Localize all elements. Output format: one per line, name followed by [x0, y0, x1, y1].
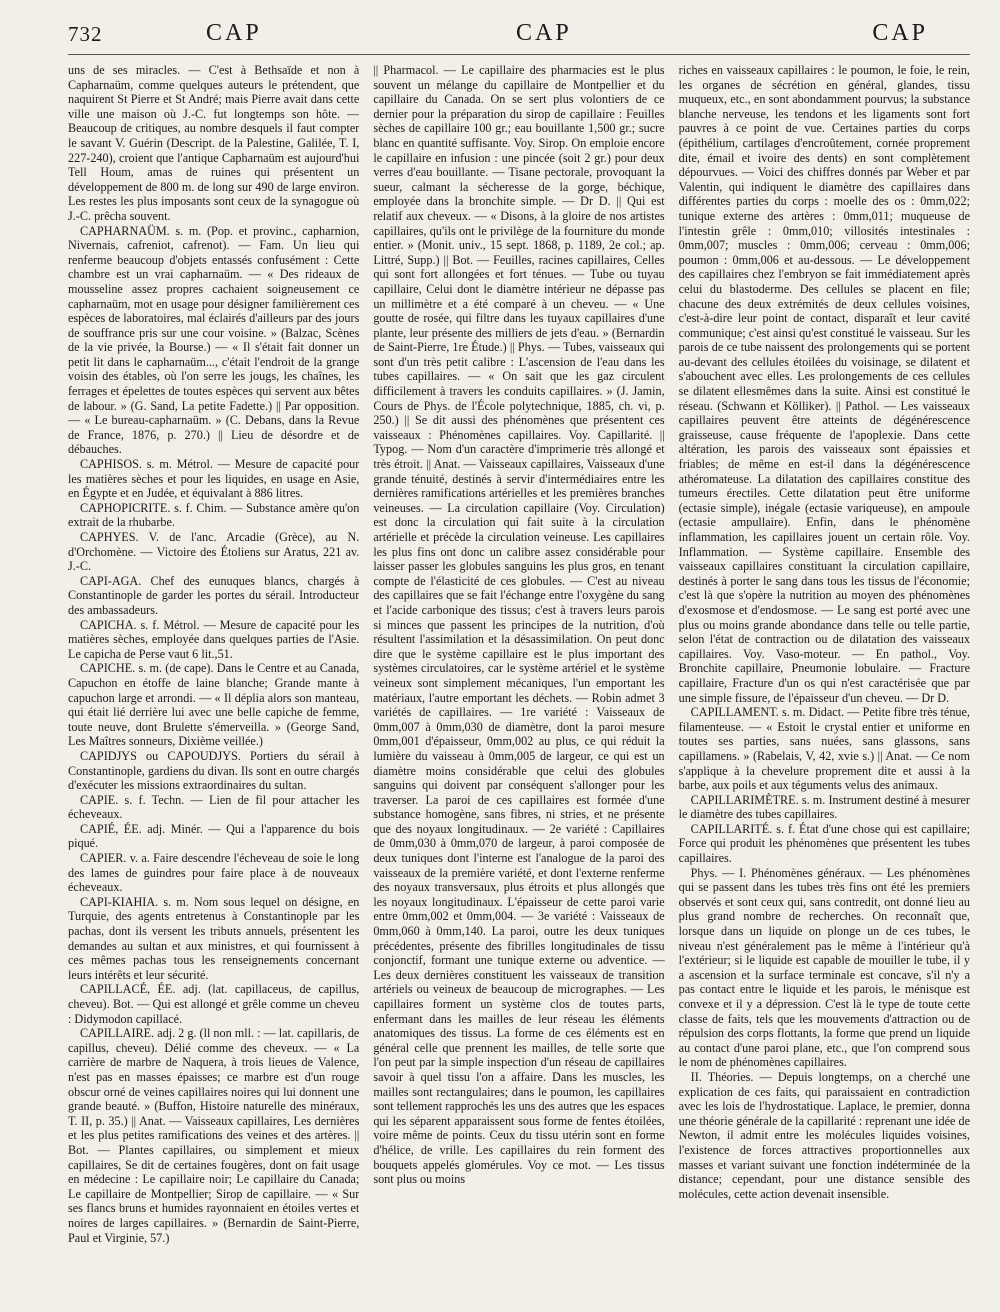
page-header	[68, 18, 970, 55]
entry-paragraph: CAPIE. s. f. Techn. — Lien de fil pour attacher les écheveaux.	[68, 792, 360, 822]
entry-paragraph: II. Théories. — Depuis longtemps, on a cherché une explication de ces faits, qui paraissaient en contradiction avec les lois de l'hydrostatique. Laplace, le premier, donna une théorie générale de la capillarité : reprenant une idée de Newton, il admit entre les molécules liquides voisines, l'existence de forces attractives proportionnelles aux masses et variant suivant une fonction indéterminée de la distance; cependant, pour une distance sensible des molécules, cette action devenait insensible.	[678, 1069, 970, 1201]
entry-paragraph: || Pharmacol. — Le capillaire des pharmacies est le plus souvent un mélange du capillaire de Montpellier et du capillaire du Canada. On se sert plus volontiers de ce dernier pour la préparation du sirop de capillaire : Feuilles sèches de capillaire 100 gr.; eau bouillante 1,500 gr.; sucre blanc en quantité suffisante. Voy. Sirop. On emploie encore le capillaire en infusion : une pincée (soit 2 gr.) pour deux verres d'eau bouillante. — Tisane pectorale, provoquant la sueur, calmant la sécheresse de la gorge, béchique, employée dans la bronchite simple. — Dr D. || Qui est relatif aux cheveux. — « Disons, à la gloire de nos artistes capillaires, qu'ils ont le privilège de la fourniture du monde entier. » (Monit. univ., 15 sept. 1868, p. 1189, 2e col.; ap. Littré, Supp.) || Bot. — Feuilles, racines capillaires, Celles qui sont fort allongées et fort ténues. — Tube ou tuyau capillaire, Celui dont le diamètre intérieur ne dépasse pas un millimètre et a été comparé à un cheveu. — « Une goutte de rosée, qui filtre dans les tuyaux capillaires d'une plante, leur présente des milliers de jets d'eau. » (Bernardin de Saint-Pierre, 1re Étude.) || Phys. — Tubes, vaisseaux qui sont d'un très petit calibre : L'ascension de l'eau dans les tubes capillaires. — « On sait que les gaz circulent difficilement à travers les conduits capillaires. » (J. Jamin, Cours de Phys. de l'École polytechnique, 1885, ch. vi, p. 250.) || Se dit aussi des phénomènes que présentent ces vaisseaux : Phénomènes capillaires. Voy. Capillarité. || Typog. — Nom d'un caractère d'imprimerie très allongé et très étroit. || Anat. — Vaisseaux capillaires, Vaisseaux d'une grande ténuité, destinés à servir d'intermédiaires entre les dernières ramifications artérielles et les premières branches veineuses. — La circulation capillaire (Voy. Circulation) est donc la circulation qui fait suite à la circulation artérielle et précède la circulation veineuse. Les capillaires les plus fins ont donc un calibre assez considérable pour laisser passer les globules sanguins les plus gros, en tenant compte de l'élasticité de ces globules. — C'est au niveau des capillaires que se fait l'échange entre l'oxygène du sang et l'acide carbonique des tissus; c'est à travers leurs parois si minces que passent les principes de la nutrition, d'où résultent l'assimilation et la désassimilation. On peut donc dire que le système capillaire est le plus important des systèmes circulatoires, car le système artériel et le système veineux sont simplement mécaniques, l'un emportant les matériaux, l'autre emportant les déchets. — Robin admet 3 variétés de capillaires. — 1re variété : Vaisseaux de 0mm,007 à 0mm,030 de diamètre, dont la paroi mesure 0mm,001 d'épaisseur, 0mm,002 au plus, ce qui réduit la lumière du vaisseau à 0mm,005 de largeur, ce qui est un diamètre moins considérable que celui des globules sanguins qui doivent par conséquent s'allonger pour les traverser. La paroi de ces capillaires est formée d'une substance homogène, sans fibres, ni stries, et ne présente que des noyaux longitudinaux. — 2e variété : Capillaires de 0mm,030 à 0mm,070 de largeur, à paroi composée de deux tuniques dont l'interne est l'analogue de la paroi des vaisseaux de la première variété, et dont l'externe renferme des noyaux transversaux, plus étroits et plus allongés que les noyaux longitudinaux. L'épaisseur de cette paroi varie entre 0mm,002 et 0mm,004. — 3e variété : Vaisseaux de 0mm,060 à 0mm,140. La paroi, outre les deux tuniques précédentes, présente des fibrilles longitudinales de tissu conjonctif, formant une tunique externe ou adventice. — Les deux dernières constituent les vaisseaux de transition artériels ou veineux de beaucoup de micrographes. — Les capillaires forment un système clos de toutes parts, enfermant dans les mailles de leur réseau les éléments anatomiques des tissus. La forme de ces éléments est en général celle que prennent les mailles, de telle sorte que l'on peut par la simple inspection d'un réseau de capillaires savoir à quel tissu l'on a affaire. Dans les muscles, les mailles sont rectangulaires; dans le poumon, les capillaires sont tellement rapprochés les uns des autres que les espaces qui les séparent apparaissent sous forme de fentes étoilées, voire même de points. Ceux du tissu utérin sont en forme d'hélice, de vrille. Les capillaires du rein forment des bouquets appelés glomérules. Voy ce mot. — Les tissus sont plus ou moins	[373, 63, 665, 1187]
entry-paragraph: CAPHARNAÜM. s. m. (Pop. et provinc., capharnion, Nivernais, cafreniot, cafrenot). — Fam. Un lieu qui renferme beaucoup d'objets entassés confusément : Cette chambre est un vrai capharnaüm. — « Des rideaux de mousseline assez propres cachaient soigneusement ce capharnaüm, mot en usage pour désigner familièrement ces espèces de laboratoires, mal éclairés d'ailleurs par des jours de souffrance pris sur une cour voisine. » (Balzac, Scènes de la vie privée, la Bourse.) — « Il s'était fait donner un petit lit dans le capharnaüm..., c'était l'endroit de la grange voisin des étables, où l'on serre les jougs, les chaînes, les ferrages et épelettes de toutes espèces qui servent aux bêtes de labour. » (G. Sand, La petite Fadette.) || Par opposition. — « Le bureau-capharnaüm. » (C. Debans, dans la Revue de France, 1876, p. 270.) || Lieu de désordre et de débauches.	[68, 223, 360, 457]
entry-paragraph: riches en vaisseaux capillaires : le poumon, le foie, le rein, les organes de sécrétion en général, glandes, tissu muqueux, etc., en sont abondamment pourvus; la substance blanche nerveuse, les tendons et les ligaments sont fort pauvres à ce point de vue. Certaines parties du corps (épithélium, cartilages d'encroûtement, cornée proprement dite, émail et ivoire des dents) en sont complètement dépourvues. — Voici des chiffres donnés par Weber et par Valentin, qui indiquent le diamètre des capillaires dans différentes parties du corps : moelle des os : 0mm,022; tunique externe des artères : 0mm,011; muqueuse de l'intestin grêle : 0mm,010; villosités intestinales : 0mm,007; muscles : 0mm,006; cerveau : 0mm,006; poumon : 0mm,006 et au-dessous. — Le développement des capillaires chez l'embryon se fait immédiatement après celui du blastoderme. Des cellules se placent en file; chacune des deux extrémités de deux cellules voisines, c'est-à-dire leur point de contact, disparaît et leur cavité communique; c'est ainsi qu'est constitué le vaisseau. Sur les parois de ce tube naissent des prolongements qui se portent au-devant des cellules étoilées du voisinage, se dilatent et s'abouchent avec elles. Les prolongements de ces cellules se dilatent ellesmêmes dans la suite. Ainsi est constitué le réseau. (Schwann et Kölliker). || Pathol. — Les vaisseaux capillaires peuvent être atteints de dégénérescence graisseuse, cause fréquente de l'apoplexie. Dans cette altération, les parois des vaisseaux sont épaissies et friables; de même en est-il dans la dégénérescence athéromateuse. La dilatation des capillaires constitue des tumeurs érectiles. Cette dilatation peut être uniforme (ectasie simple), inégale (ectasie variqueuse), en ampoule (ectasie ampullaire). Enfin, dans le phénomène inflammation, les capillaires jouent un certain rôle. Voy. Inflammation. — Système capillaire. Ensemble des vaisseaux capillaires constituant la circulation capillaire, destinés à porter le sang dans tous les tissus de l'économie; c'est là que s'opère la nutrition au moyen des phénomènes d'exosmose et d'endosmose. — Le sang est porté avec une plus ou moins grande abondance dans telle ou telle partie, selon l'état de contraction ou de dilatation des vaisseaux capillaires. Voy. Vaso-moteur. — En pathol., Voy. Bronchite capillaire, Pneumonie lobulaire. — Fracture capillaire, Fracture d'un os qui n'est caractérisée que par une simple fissure, de l'épaisseur d'un cheveu. — Dr D.	[678, 63, 970, 705]
entry-paragraph: CAPI-KIAHIA. s. m. Nom sous lequel on désigne, en Turquie, des agents entretenus à Constantinople par les pachas, dont ils versent les tributs annuels, présentent les demandes au sultan et aux ministres, et qui fournissent à ces mêmes pachas tous les renseignements concernant leurs intérêts et leur sécurité.	[68, 894, 360, 982]
entry-paragraph: CAPILLAIRE. adj. 2 g. (ll non mll. : — lat. capillaris, de capillus, cheveu). Délié comme des cheveux. — « La carrière de marbre de Naquera, à trois lieues de Valence, n'est pas en masses épaisses; ce marbre est d'un rouge obscur orné de veines capillaires noires qui lui donnent une grande beauté. » (Buffon, Histoire naturelle des minéraux, T. II, p. 35.) || Anat. — Vaisseaux capillaires, Les dernières et les plus petites ramifications des veines et des artères. || Bot. — Plantes capillaires, ou simplement et mieux capillaires, Se dit de certaines fougères, dont on fait usage en médecine : Le capillaire noir; Le capillaire du Canada; Le capillaire de Montpellier; Sirop de capillaire. — « Sur ses flancs bruns et humides rayonnaient en étoiles vertes et noires de larges capillaires. » (Bernardin de Saint-Pierre, Paul et Virginie, 57.)	[68, 1026, 360, 1245]
entry-paragraph: Phys. — I. Phénomènes généraux. — Les phénomènes qui se passent dans les tubes très fins ont été les premiers observés et sont ceux qui, sans contredit, ont donné lieu au plus grand nombre de recherches. On reconnaît que, lorsque dans un liquide on plonge un de ces tubes, le niveau n'est généralement pas le même à l'intérieur qu'à l'extérieur; si le liquide est capable de mouiller le tube, il y a ascension et la surface terminale est concave, s'il n'y a pas contact entre le liquide et les parois, le ménisque est convexe et il y a dépression. C'est là le type de toute cette classe de faits, tels que les mouvements d'attraction ou de répulsion des corps flottants, la forme que prend un liquide au contact d'une paroi plane, etc., que l'on comprend sous le nom de phénomènes capillaires.	[678, 865, 970, 1070]
entry-paragraph: CAPHOPICRITE. s. f. Chim. — Substance amère qu'on extrait de la rhubarbe.	[68, 500, 360, 530]
entry-paragraph: CAPILLAMENT. s. m. Didact. — Petite fibre très ténue, filamenteuse. — « Estoit le crystal entier et uniforme en toutes ses parties, sans nuées, sans glassons, sans capillamens. » (Rabelais, V, 42, xvie s.) || Anat. — Ce nom s'applique à la chevelure proprement dite et aussi à la barbe, aux poils et aux téguments velus des animaux.	[678, 705, 970, 793]
entry-paragraph: CAPIDJYS ou CAPOUDJYS. Portiers du sérail à Constantinople, gardiens du divan. Ils sont en outre chargés d'exécuter les missions extraordinaires du sultan.	[68, 748, 360, 793]
entry-paragraph: uns de ses miracles. — C'est à Bethsaïde et non à Capharnaüm, comme quelques auteurs le prétendent, que naquirent St Pierre et St André; mais Pierre avait dans cette ville une maison où J.-C. fut longtemps son hôte. — Beaucoup de critiques, au nombre desquels il faut compter le savant V. Guérin (Descript. de la Palestine, Galilée, T. I, 227-240), croient que l'antique Capharnaüm est aujourd'hui Tell Houm, amas de ruines qui présentent un développement de 800 m. de long sur 490 de large environ. Les restes les plus imposants sont ceux de la synagogue où J.-C. prêcha souvent.	[68, 63, 360, 223]
entry-paragraph: CAPIÉ, ÉE. adj. Minér. — Qui a l'apparence du bois piqué.	[68, 821, 360, 851]
entry-paragraph: CAPICHA. s. f. Métrol. — Mesure de capacité pour les matières sèches, employée dans quelques parties de l'Asie. Le capicha de Perse vaut 6 lit.,51.	[68, 617, 360, 661]
running-head-right: CAP	[872, 20, 928, 46]
running-head-center: CAP	[516, 20, 572, 46]
column-left	[68, 63, 359, 1301]
entry-paragraph: CAPIER. v. a. Faire descendre l'écheveau de soie le long des lames de guindres pour faire place à de nouveaux écheveaux.	[68, 851, 360, 895]
entry-paragraph: CAPHISOS. s. m. Métrol. — Mesure de capacité pour les matières sèches et pour les liquides, en usage en Asie, en Égypte et en Judée, et équivalant à 886 litres.	[68, 457, 360, 501]
entry-paragraph: CAPILLARITÉ. s. f. État d'une chose qui est capillaire; Force qui produit les phénomènes que présentent les tubes capillaires.	[678, 821, 970, 866]
entry-paragraph: CAPHYES. V. de l'anc. Arcadie (Grèce), au N. d'Orchomène. — Victoire des Étoliens sur Aratus, 221 av. J.-C.	[68, 530, 360, 574]
running-head-left: CAP	[206, 20, 262, 46]
entry-paragraph: CAPI-AGA. Chef des eunuques blancs, chargés à Constantinople de garder les portes du sérail. Introducteur des ambassadeurs.	[68, 573, 360, 617]
entry-paragraph: CAPILLARIMÈTRE. s. m. Instrument destiné à mesurer le diamètre des tubes capillaires.	[678, 792, 970, 822]
column-right	[679, 63, 970, 1301]
entry-paragraph: CAPICHE. s. m. (de cape). Dans le Centre et au Canada, Capuchon en étoffe de laine blanche; Grande mante à capuchon large et arrondi. — « Il déplia alors son manteau, qui était lié derrière lui avec une belle capiche de femme, toute neuve, dont Brulette s'émerveilla. » (George Sand, Les Maîtres sonneurs, Dixième veillée.)	[68, 661, 360, 749]
column-middle	[373, 63, 664, 1301]
page-number: 732	[68, 22, 103, 46]
text-columns	[68, 63, 970, 1301]
entry-paragraph: CAPILLACÉ, ÉE. adj. (lat. capillaceus, de capillus, cheveu). Bot. — Qui est allongé et grêle comme un cheveu : Didymodon capillacé.	[68, 982, 360, 1026]
